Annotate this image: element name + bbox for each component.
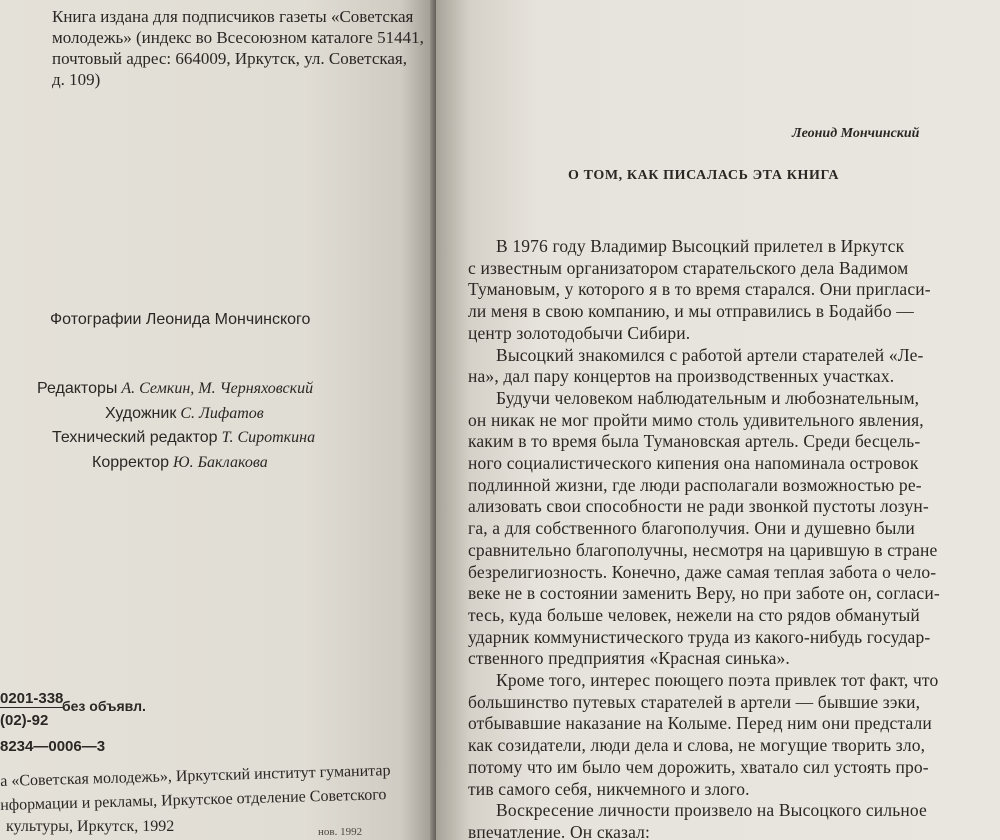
- left-page: [0, 0, 436, 840]
- body-line: ализовать свои способности не ради звонкой пустоты лозун-: [468, 496, 929, 517]
- credit-names: С. Лифатов: [180, 405, 264, 422]
- imprint-line: почтовый адрес: 664009, Иркутск, ул. Советская,: [52, 49, 407, 68]
- body-line: Будучи человеком наблюдательным и любознательным,: [496, 387, 920, 408]
- code-suffix: без объявл.: [62, 698, 146, 714]
- body-line: Воскресение личности произвело на Высоцкого сильное: [496, 800, 927, 821]
- body-line: безрелигиозность. Конечно, даже самая теплая забота о чело-: [468, 561, 937, 582]
- body-line: Тумановым, у которого я в то время старался. Они пригласи-: [468, 279, 931, 300]
- body-line: В 1976 году Владимир Высоцкий прилетел в Иркутск: [496, 236, 905, 256]
- code-line-1: 0201-338: [0, 690, 64, 707]
- body-line: он никак не мог пройти мимо столь удивительного явления,: [468, 409, 924, 430]
- body-line: ного социалистического кипения она напоминала островок: [468, 453, 919, 474]
- body-line: тесь, куда больше человек, нежели на сто рядов обманутый: [468, 604, 920, 625]
- right-page: [436, 0, 1000, 840]
- body-line: подлинной жизни, где люди располагали возможностью ре-: [468, 474, 922, 495]
- body-line: на», дал пару концертов на производственных участках.: [468, 366, 895, 387]
- body-line: впечатление. Он сказал:: [468, 822, 651, 840]
- body-line: как созидатели, люди дела и слова, не могущие творить зло,: [468, 735, 926, 756]
- publisher-line: культуры, Иркутск, 1992: [6, 818, 175, 835]
- credit-names: Т. Сироткина: [221, 429, 316, 446]
- credit-role: Редакторы: [37, 380, 118, 397]
- code-line-2: (02)-92: [0, 712, 49, 729]
- body-line: отбывавшие наказание на Колыме. Перед ним они предстали: [468, 713, 932, 734]
- credit-proofreader: [92, 454, 268, 472]
- credit-names: Ю. Баклакова: [173, 454, 268, 471]
- imprint-line: молодежь» (индекс во Всесоюзном каталоге 51441,: [52, 28, 424, 47]
- body-line: с известным организатором старательского дела Вадимом: [468, 257, 909, 278]
- code-line-3: 8234—0006—3: [0, 738, 106, 755]
- body-line: каким в то время была Тумановская артель. Среди бесцель-: [468, 431, 921, 452]
- credit-role: Корректор: [92, 454, 170, 471]
- imprint-line: д. 109): [52, 70, 101, 89]
- credit-tech-editor: [52, 429, 315, 447]
- body-line: веке не в состоянии заменить Веру, но при заботе он, согласи-: [468, 583, 940, 604]
- publisher-line: нформации и рекламы, Иркутское отделение Советского: [0, 786, 387, 814]
- body-line: ли меня в свою компанию, и мы отправились в Бодайбо —: [468, 301, 914, 322]
- author-name: Леонид Мончинский: [792, 126, 920, 141]
- body-line: ударник коммунистического труда из какого-нибудь государ-: [468, 626, 931, 647]
- body-line: га, а для собственного благополучия. Они и душевно были: [468, 518, 915, 539]
- body-line: сравнительно благополучны, несмотря на царившую в стране: [468, 539, 938, 560]
- credit-editors: [37, 380, 313, 398]
- body-line: большинство путевых старателей в артели — бывшие зэки,: [468, 691, 921, 712]
- cut-text: нов. 1992: [318, 826, 363, 838]
- body-line: тив самого себя, никчемного и злого.: [468, 778, 750, 799]
- body-line: потому что им было чем дорожить, хватало сил устоять про-: [468, 756, 929, 777]
- photo-credit: Фотографии Леонида Мончинского: [50, 311, 311, 328]
- credit-role: Технический редактор: [52, 429, 218, 446]
- publisher-line: а «Советская молодежь», Иркутский институт гуманитар: [0, 762, 391, 790]
- body-line: ственного предприятия «Красная синька».: [468, 648, 790, 669]
- body-line: Кроме того, интерес поющего поэта привлек тот факт, что: [496, 670, 939, 691]
- body-line: центр золотодобычи Сибири.: [468, 322, 691, 343]
- credit-role: Художник: [105, 405, 177, 422]
- imprint-line: Книга издана для подписчиков газеты «Советская: [52, 7, 414, 26]
- credit-names: А. Семкин, М. Черняховский: [121, 380, 314, 397]
- chapter-title: О ТОМ, КАК ПИСАЛАСЬ ЭТА КНИГА: [568, 168, 840, 183]
- credit-artist: [105, 405, 264, 423]
- body-line: Высоцкий знакомился с работой артели старателей «Ле-: [496, 344, 924, 365]
